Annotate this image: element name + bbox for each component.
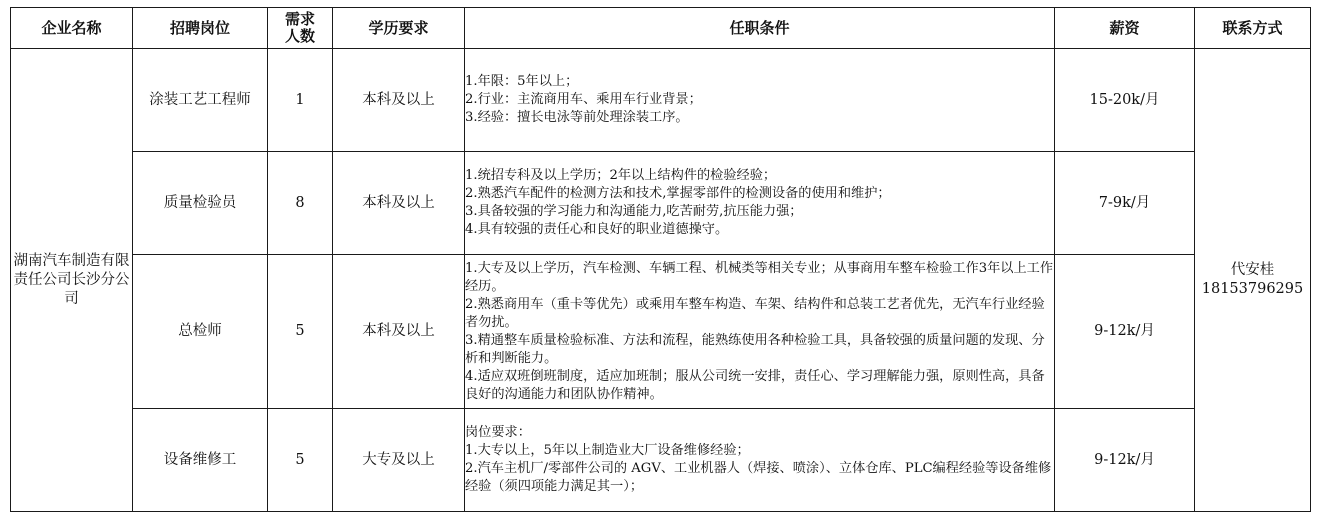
education-cell: 本科及以上	[333, 255, 465, 409]
position-cell: 质量检验员	[133, 152, 268, 255]
header-company: 企业名称	[11, 8, 133, 49]
education-cell: 本科及以上	[333, 152, 465, 255]
requirement-line: 1.年限：5年以上；	[465, 74, 579, 89]
requirement-line: 4.适应双班倒班制度，适应加班制；服从公司统一安排，责任心、学习理解能力强，原则性高，具备良好的沟通能力和团队协作精神。	[465, 368, 1045, 402]
contact-name: 代安桂	[1230, 262, 1275, 278]
salary-cell: 9-12k/月	[1055, 409, 1195, 512]
header-salary: 薪资	[1055, 8, 1195, 49]
count-cell: 1	[268, 49, 333, 152]
count-cell: 5	[268, 409, 333, 512]
salary-cell: 9-12k/月	[1055, 255, 1195, 409]
position-cell: 总检师	[133, 255, 268, 409]
header-count-line1: 需求	[284, 10, 315, 28]
requirement-line: 1.统招专科及以上学历；2年以上结构件的检验经验；	[465, 168, 777, 183]
requirement-line: 2.行业：主流商用车、乘用车行业背景；	[465, 92, 702, 107]
company-name: 湖南汽车制造有限责任公司长沙分公司	[11, 49, 133, 512]
requirement-line: 2.熟悉汽车配件的检测方法和技术,掌握零部件的检测设备的使用和维护；	[465, 186, 891, 201]
requirement-line: 3.具备较强的学习能力和沟通能力,吃苦耐劳,抗压能力强；	[465, 204, 803, 219]
requirement-line: 3.精通整车质量检验标准、方法和流程，能熟练使用各种检验工具，具备较强的质量问题的发现、分析和判断能力。	[465, 332, 1045, 366]
header-contact: 联系方式	[1195, 8, 1311, 49]
header-requirements: 任职条件	[465, 8, 1055, 49]
requirements-cell	[465, 409, 1055, 512]
contact-cell	[1195, 49, 1311, 512]
requirements-cell	[465, 255, 1055, 409]
requirement-line: 1.大专及以上学历，汽车检测、车辆工程、机械类等相关专业；从事商用车整车检验工作3年以上工作经历。	[465, 260, 1054, 294]
header-row	[11, 8, 1311, 49]
requirements-cell	[465, 152, 1055, 255]
table-row	[11, 255, 1311, 409]
header-position: 招聘岗位	[133, 8, 268, 49]
table-row	[11, 409, 1311, 512]
education-cell: 大专及以上	[333, 409, 465, 512]
salary-cell: 7-9k/月	[1055, 152, 1195, 255]
header-education: 学历要求	[333, 8, 465, 49]
requirement-line: 2.汽车主机厂/零部件公司的 AGV、工业机器人（焊接、喷涂）、立体仓库、PLC编程经验等设备维修经验（须四项能力满足其一）；	[465, 461, 1052, 494]
count-cell: 5	[268, 255, 333, 409]
requirement-line: 岗位要求：	[465, 425, 531, 440]
count-cell: 8	[268, 152, 333, 255]
requirement-line: 2.熟悉商用车（重卡等优先）或乘用车整车构造、车架、结构件和总装工艺者优先，无汽车行业经验者勿扰。	[465, 296, 1045, 330]
header-count-line2: 人数	[284, 27, 315, 45]
header-count	[268, 8, 333, 49]
contact-phone: 18153796295	[1201, 281, 1304, 297]
requirement-line: 3.经验：擅长电泳等前处理涂装工序。	[465, 110, 689, 125]
table-row	[11, 152, 1311, 255]
requirement-line: 4.具有较强的责任心和良好的职业道德操守。	[465, 222, 729, 237]
position-cell: 涂装工艺工程师	[133, 49, 268, 152]
position-cell: 设备维修工	[133, 409, 268, 512]
table-row	[11, 49, 1311, 152]
recruitment-table	[10, 7, 1311, 512]
education-cell: 本科及以上	[333, 49, 465, 152]
salary-cell: 15-20k/月	[1055, 49, 1195, 152]
requirements-cell	[465, 49, 1055, 152]
requirement-line: 1.大专以上，5年以上制造业大厂设备维修经验；	[465, 443, 750, 458]
